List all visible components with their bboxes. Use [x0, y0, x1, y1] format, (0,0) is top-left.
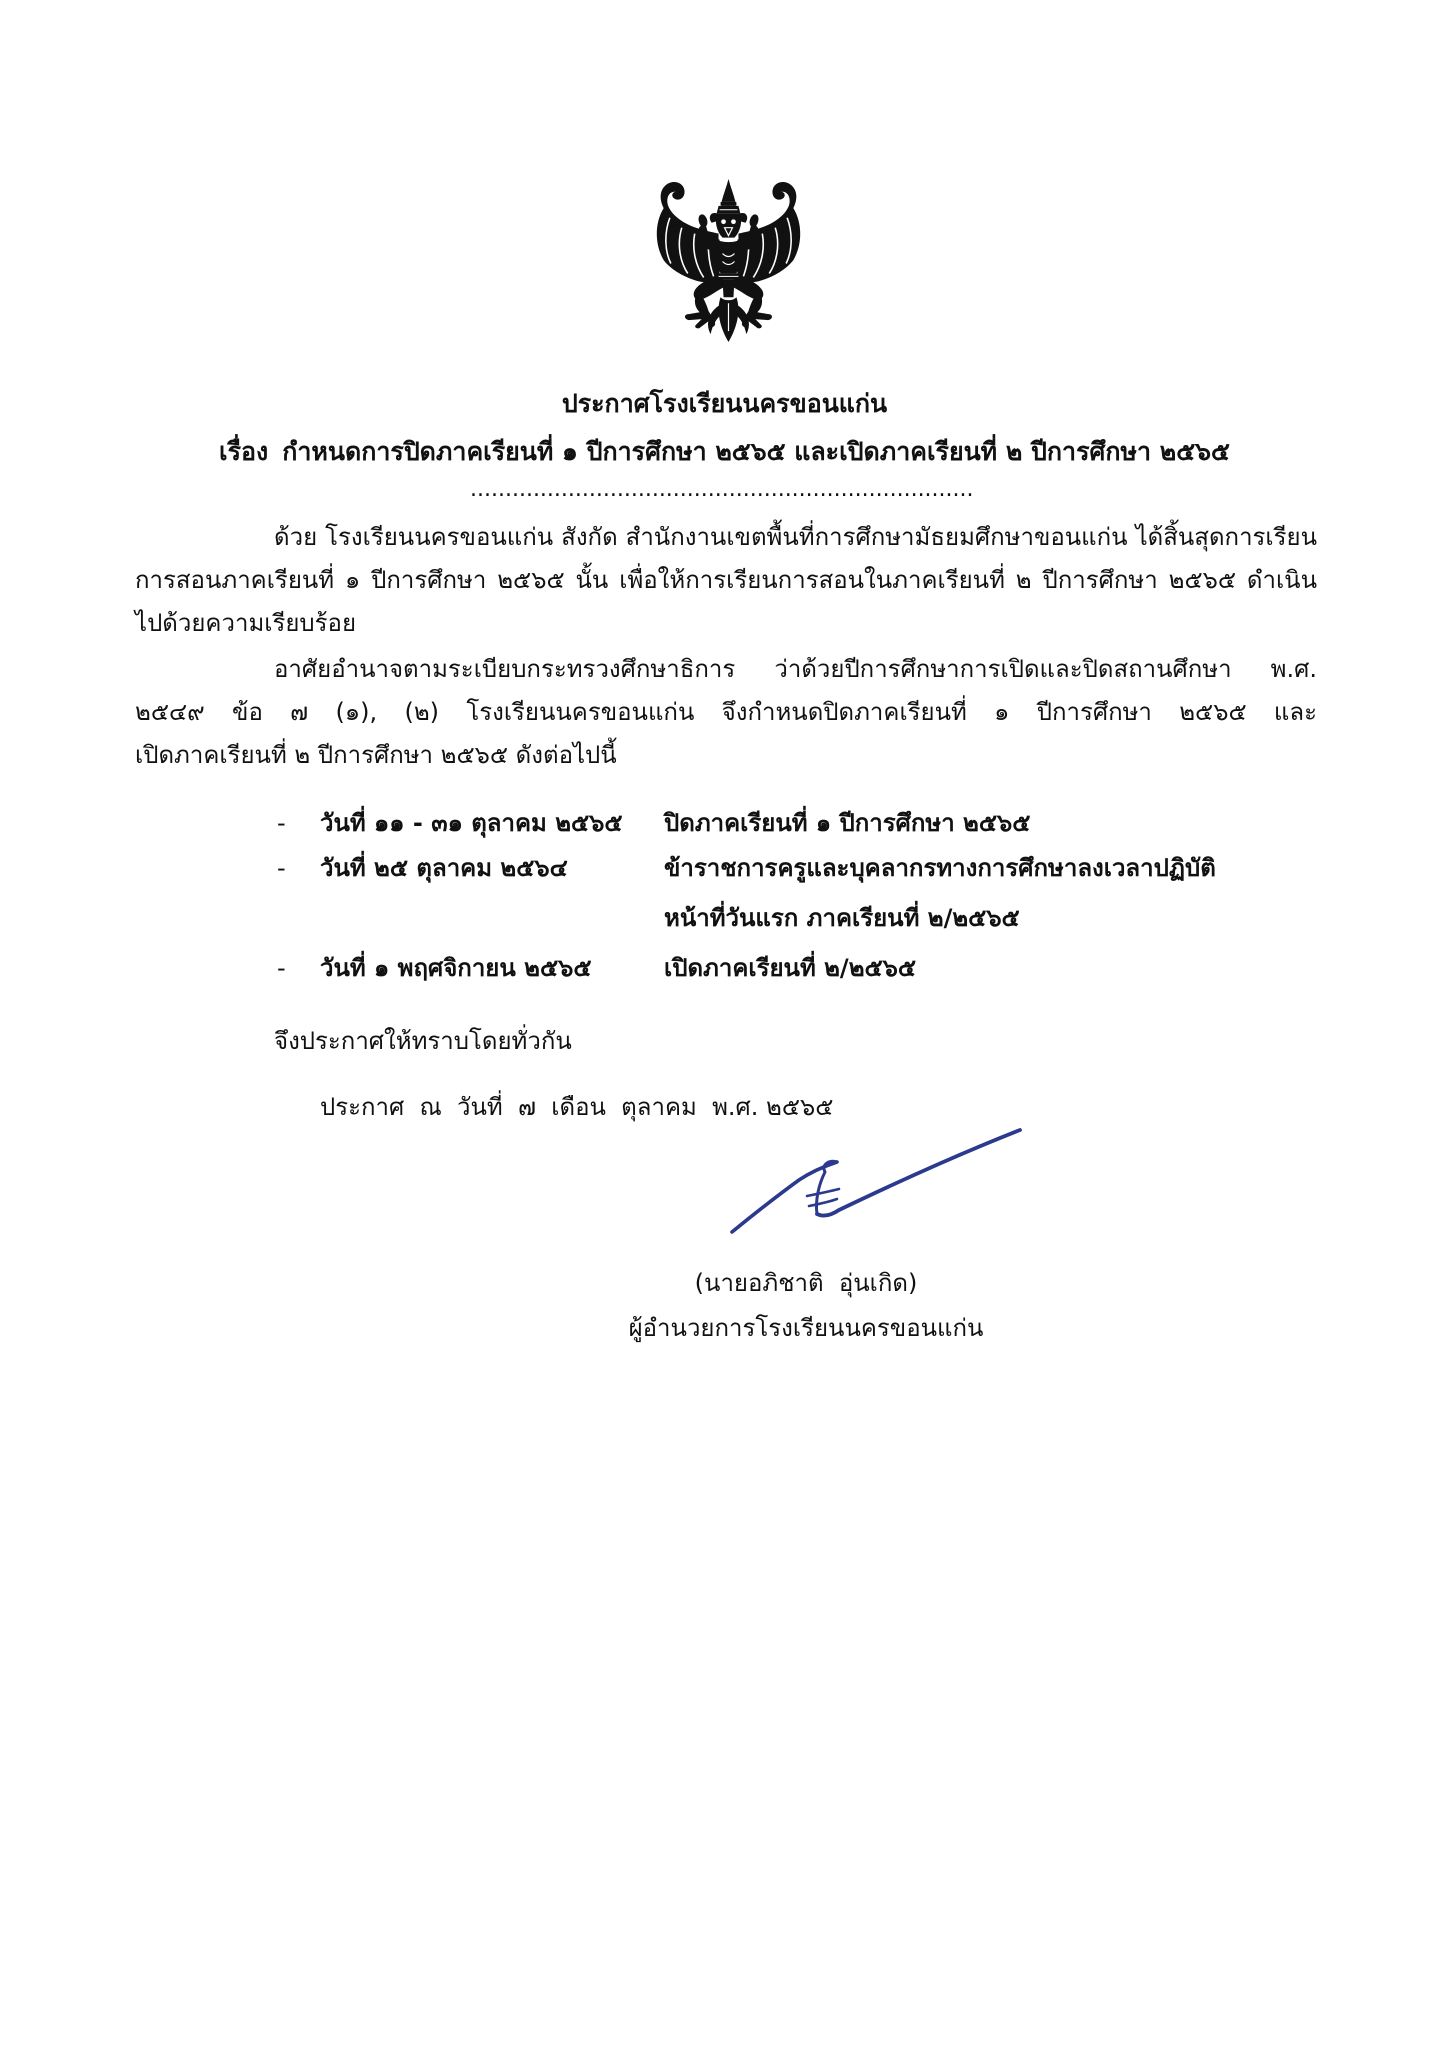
announcement-date: ประกาศ ณ วันที่ ๗ เดือน ตุลาคม พ.ศ. ๒๕๖๕ [320, 1093, 834, 1121]
schedule-item-3 [277, 947, 1317, 990]
schedule-detail [664, 947, 1317, 990]
schedule-date: วันที่ ๑ พฤศจิกายน ๒๕๖๕ [320, 954, 592, 982]
closing-statement: จึงประกาศให้ทราบโดยทั่วกัน [274, 1027, 572, 1055]
paragraph-2-line-2: ๒๕๔๙ ข้อ ๗ (๑), (๒) โรงเรียนนครขอนแก่น จึงกำหนดปิดภาคเรียนที่ ๑ ปีการศึกษา ๒๕๖๕ และ [135, 698, 1317, 726]
schedule-detail-line: ปิดภาคเรียนที่ ๑ ปีการศึกษา ๒๕๖๕ [664, 809, 1031, 837]
handwritten-signature [729, 1126, 1023, 1236]
list-bullet: - [277, 954, 286, 982]
subject-label: เรื่อง [219, 437, 269, 466]
paragraph-2 [135, 648, 1317, 777]
paragraph-1 [135, 516, 1317, 645]
schedule-item-2 [277, 847, 1317, 932]
schedule-item-1 [277, 802, 1317, 845]
signatory-position: ผู้อำนวยการโรงเรียนนครขอนแก่น [628, 1314, 984, 1342]
schedule-detail [664, 847, 1317, 932]
garuda-emblem [638, 176, 819, 345]
schedule-detail [664, 802, 1317, 845]
announcement-heading: ประกาศโรงเรียนนครขอนแก่น [561, 389, 888, 418]
list-bullet: - [277, 809, 286, 837]
schedule-detail-line: หน้าที่วันแรก ภาคเรียนที่ ๒/๒๕๖๕ [664, 904, 1020, 932]
schedule-date: วันที่ ๒๕ ตุลาคม ๒๕๖๔ [320, 854, 568, 882]
subject-text: กำหนดการปิดภาคเรียนที่ ๑ ปีการศึกษา ๒๕๖๕ และเปิดภาคเรียนที่ ๒ ปีการศึกษา ๒๕๖๕ [282, 437, 1230, 466]
paragraph-1-line-3: ไปด้วยความเรียบร้อย [135, 609, 357, 637]
dotted-separator: ........................................................................ [470, 477, 974, 502]
paragraph-1-line-1: ด้วย โรงเรียนนครขอนแก่น สังกัด สำนักงานเขตพื้นที่การศึกษามัธยมศึกษาขอนแก่น ได้สิ้นสุดการเรียน [274, 523, 1317, 551]
schedule-date: วันที่ ๑๑ - ๓๑ ตุลาคม ๒๕๖๕ [320, 809, 623, 837]
paragraph-1-line-2: การสอนภาคเรียนที่ ๑ ปีการศึกษา ๒๕๖๕ นั้น เพื่อให้การเรียนการสอนในภาคเรียนที่ ๒ ปีการศึกษา ๒๕๖๕ ดำเนิน [135, 566, 1317, 594]
paragraph-2-line-3: เปิดภาคเรียนที่ ๒ ปีการศึกษา ๒๕๖๕ ดังต่อไปนี้ [135, 741, 617, 769]
emblem-left-wing [657, 182, 724, 334]
signatory-name: (นายอภิชาติ อุ่นเกิด) [694, 1269, 918, 1297]
schedule-detail-line: เปิดภาคเรียนที่ ๒/๒๕๖๕ [664, 954, 917, 982]
emblem-right-wing [733, 182, 800, 334]
list-bullet: - [277, 854, 286, 882]
announcement-subject-line [0, 430, 1449, 473]
schedule-detail-line: ข้าราชการครูและบุคลากรทางการศึกษาลงเวลาปฏิบัติ [664, 854, 1216, 882]
paragraph-2-line-1: อาศัยอำนาจตามระเบียบกระทรวงศึกษาธิการ ว่าด้วยปีการศึกษาการเปิดและปิดสถานศึกษา พ.ศ. [274, 655, 1317, 683]
